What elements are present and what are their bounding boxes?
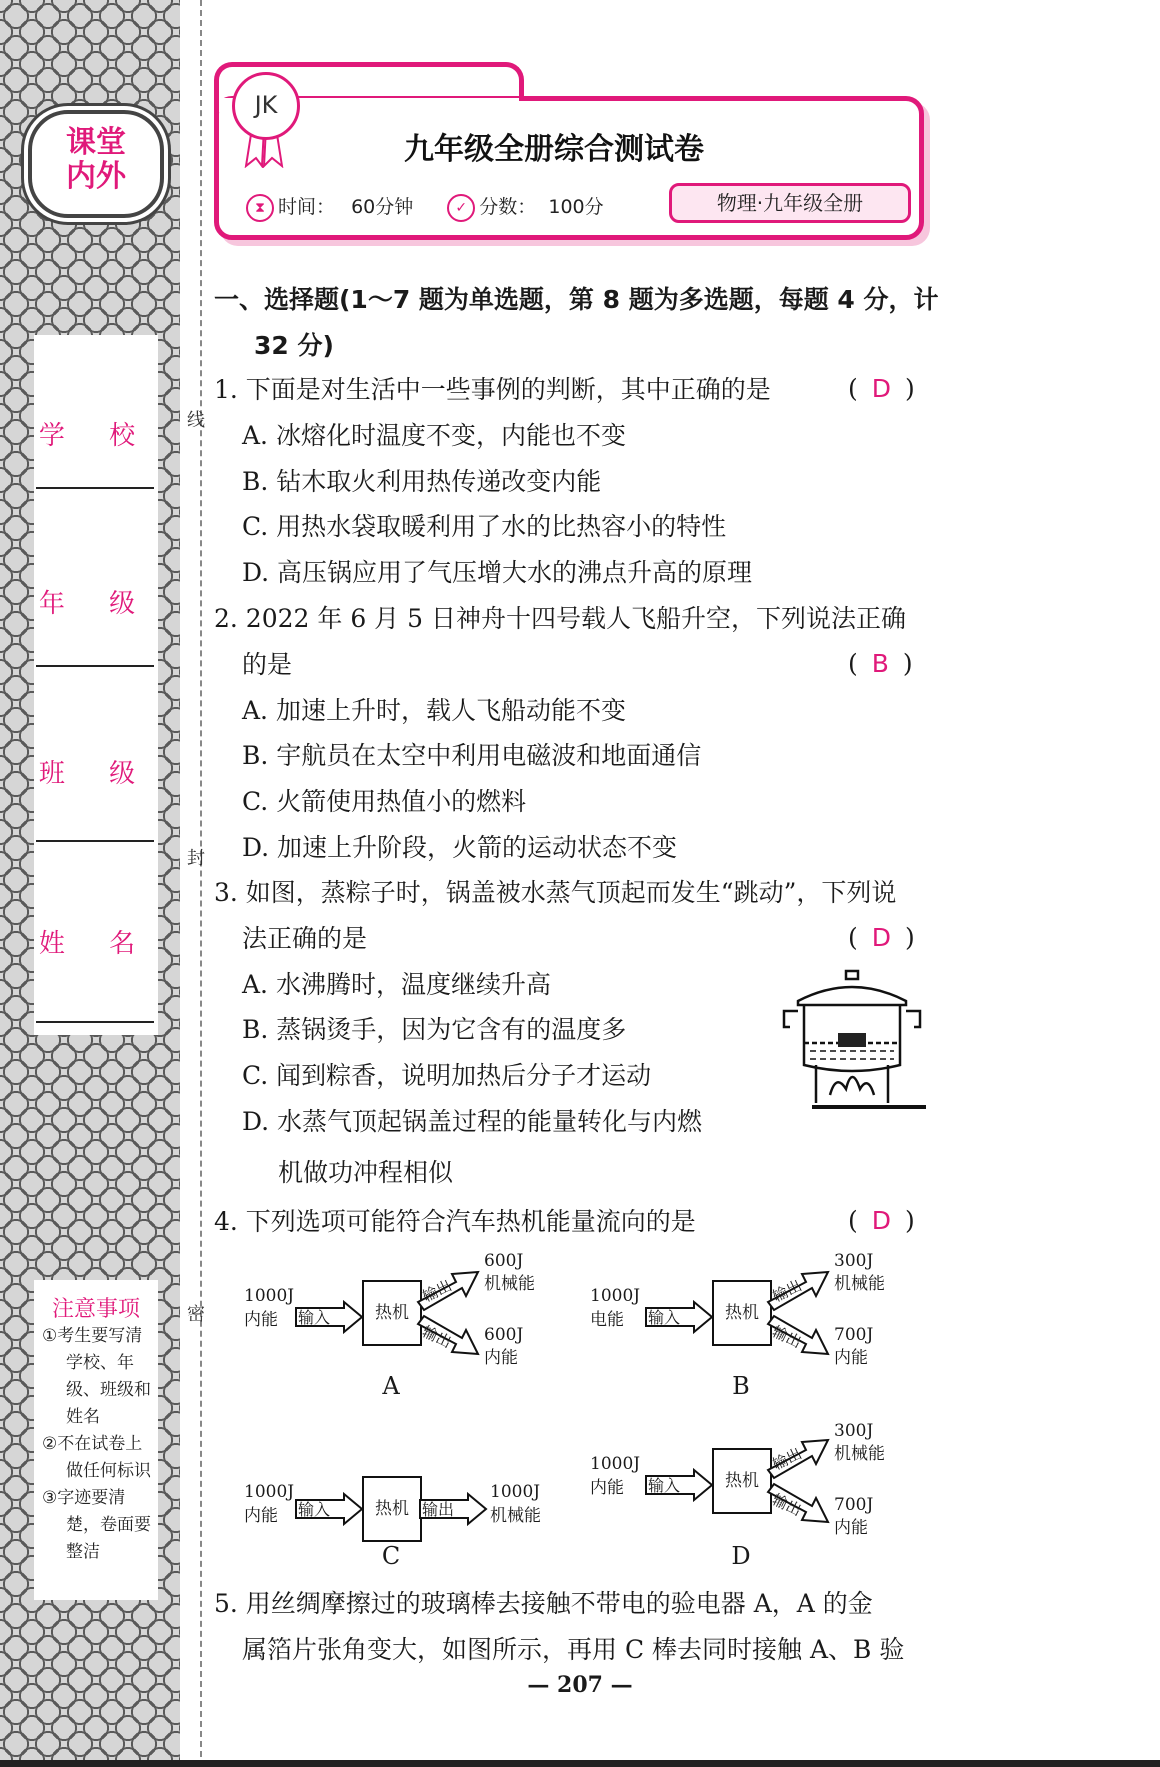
output-value: 1000J [490, 1482, 541, 1502]
field-name-label: 姓 名 [38, 929, 154, 959]
notes-panel [34, 1280, 158, 1600]
input-value: 1000J [244, 1286, 295, 1306]
score-label: 分数： [479, 196, 537, 218]
question-2-answer: ( B ) [848, 649, 913, 678]
option: D. 水蒸气顶起锅盖过程的能量转化与内燃 [242, 1107, 703, 1136]
output-arrow-label: 输出 [769, 1322, 805, 1352]
output-value: 600J [484, 1325, 524, 1345]
output-amount [834, 1250, 885, 1296]
output-arrow-label: 输出 [419, 1322, 455, 1352]
diagram-label: D [731, 1542, 751, 1570]
input-amount [590, 1452, 640, 1500]
input-type: 内能 [244, 1310, 278, 1330]
output-arrows-icon [766, 1258, 830, 1368]
note-item: ②不在试卷上做任何标识 [42, 1434, 151, 1481]
output-amount [490, 1480, 541, 1528]
answer-mark: B [871, 649, 889, 678]
option-cont: 机做功冲程相似 [278, 1158, 454, 1187]
input-type: 内能 [590, 1478, 624, 1498]
input-value: 1000J [244, 1482, 295, 1502]
option: C. 火箭使用热值小的燃料 [242, 787, 527, 816]
subject-tag: 物理·九年级全册 [669, 183, 911, 223]
heat-engine-box: 热机 [712, 1448, 772, 1514]
question-3-stem-cont: 法正确的是 [242, 924, 368, 953]
field-class-label: 班 级 [38, 759, 154, 789]
question-3-stem: 3. 如图，蒸粽子时，锅盖被水蒸气顶起而发生“跳动”，下列说 [214, 878, 897, 907]
option: A. 水沸腾时，温度继续升高 [242, 970, 551, 999]
answer-mark: D [871, 374, 892, 403]
question-2-stem-cont: 的是 [242, 650, 293, 679]
output-value: 300J [834, 1251, 874, 1271]
output-value: 300J [834, 1421, 874, 1441]
question-4-answer: ( D ) [848, 1206, 915, 1235]
output-amount [834, 1324, 873, 1370]
diagram-a [240, 1250, 580, 1400]
binding-line [200, 0, 202, 1767]
output-value: 600J [484, 1251, 524, 1271]
logo-line-1: 课堂 [66, 125, 126, 160]
output-value: 700J [834, 1495, 874, 1515]
exam-header [214, 62, 922, 234]
input-arrow-label: 输入 [298, 1500, 331, 1519]
option: C. 闻到粽香，说明加热后分子才运动 [242, 1061, 652, 1090]
option: D. 高压锅应用了气压增大水的沸点升高的原理 [242, 558, 753, 587]
score-value: 100分 [548, 196, 604, 218]
option: B. 钻木取火利用热传递改变内能 [242, 467, 602, 496]
input-amount [244, 1284, 294, 1332]
heat-engine-box: 热机 [362, 1280, 422, 1346]
output-arrow-label: 输出 [419, 1276, 455, 1306]
field-grade-label: 年 级 [38, 589, 154, 619]
output-type: 机械能 [484, 1274, 535, 1294]
input-type: 内能 [244, 1506, 278, 1526]
brand-logo [28, 110, 164, 218]
input-amount [590, 1284, 640, 1332]
note-item: ①考生要写清学校、年级、班级和姓名 [42, 1326, 151, 1427]
output-arrows-icon [416, 1258, 480, 1368]
output-arrow-label: 输出 [422, 1500, 455, 1519]
hourglass-icon: ⧗ [246, 194, 274, 222]
notes-list [34, 1323, 158, 1566]
diagram-c [240, 1420, 580, 1570]
option: B. 蒸锅烫手，因为它含有的温度多 [242, 1015, 627, 1044]
question-3-answer: ( D ) [848, 923, 915, 952]
binding-mark: 密 [187, 1304, 205, 1325]
diagram-b [590, 1250, 930, 1400]
option: B. 宇航员在太空中利用电磁波和地面通信 [242, 741, 702, 770]
answer-mark: D [871, 1206, 892, 1235]
notes-title: 注意事项 [51, 1297, 140, 1322]
diagram-d [590, 1420, 930, 1570]
page-title: 九年级全册综合测试卷 [404, 132, 704, 167]
exam-meta [246, 192, 604, 222]
output-type: 内能 [834, 1518, 868, 1538]
section-title: 一、选择题(1～7 题为单选题，第 8 题为多选题，每题 4 分，计 [214, 285, 939, 314]
input-type: 电能 [590, 1310, 624, 1330]
question-1-stem: 1. 下面是对生活中一些事例的判断，其中正确的是 [214, 375, 771, 404]
check-icon: ✓ [447, 194, 475, 222]
note-item: ③字迹要清楚，卷面要整洁 [42, 1488, 151, 1562]
output-amount [834, 1420, 885, 1466]
output-amount [484, 1324, 523, 1370]
answer-mark: D [871, 923, 892, 952]
field-school-line[interactable] [36, 487, 154, 489]
option: A. 加速上升时，载人飞船动能不变 [242, 696, 626, 725]
badge-jk: JK [232, 72, 300, 140]
field-class-line[interactable] [36, 840, 154, 842]
logo-line-2: 内外 [66, 159, 126, 194]
output-type: 机械能 [490, 1506, 541, 1526]
output-type: 机械能 [834, 1444, 885, 1464]
question-2-stem: 2. 2022 年 6 月 5 日神舟十四号载人飞船升空，下列说法正确 [214, 604, 906, 633]
input-arrow-label: 输入 [648, 1308, 681, 1327]
question-5-stem-cont: 属箔片张角变大，如图所示，再用 C 棒去同时接触 A、B 验 [242, 1635, 905, 1664]
option: D. 加速上升阶段，火箭的运动状态不变 [242, 833, 678, 862]
output-arrow-label: 输出 [769, 1490, 805, 1520]
bottom-bar [0, 1760, 1160, 1767]
field-grade-line[interactable] [36, 665, 154, 667]
question-4-stem: 4. 下列选项可能符合汽车热机能量流向的是 [214, 1207, 696, 1236]
input-value: 1000J [590, 1286, 641, 1306]
output-amount [484, 1250, 535, 1296]
question-1-answer: ( D ) [848, 374, 915, 403]
option: C. 用热水袋取暖利用了水的比热容小的特性 [242, 512, 727, 541]
diagram-label: B [732, 1372, 750, 1400]
diagram-label: A [382, 1372, 400, 1400]
output-value: 700J [834, 1325, 874, 1345]
binding-mark: 线 [187, 410, 205, 431]
heat-engine-box: 热机 [362, 1476, 422, 1542]
field-name-line[interactable] [36, 1021, 154, 1023]
student-info-panel [34, 335, 158, 1035]
time-value: 60分钟 [351, 196, 414, 218]
input-arrow-label: 输入 [648, 1476, 681, 1495]
section-title-cont: 32 分) [254, 331, 334, 360]
input-arrow-label: 输入 [298, 1308, 331, 1327]
time-label: 时间： [278, 196, 336, 218]
output-type: 内能 [834, 1348, 868, 1368]
output-type: 内能 [484, 1348, 518, 1368]
input-amount [244, 1480, 294, 1528]
page-number: — 207 — [527, 1672, 633, 1698]
binding-mark: 封 [187, 848, 205, 869]
steamer-pot-illustration [776, 965, 932, 1120]
question-5-stem: 5. 用丝绸摩擦过的玻璃棒去接触不带电的验电器 A，A 的金 [214, 1589, 873, 1618]
output-arrows-icon [766, 1426, 830, 1536]
diagram-label: C [381, 1542, 401, 1570]
option: A. 冰熔化时温度不变，内能也不变 [242, 421, 626, 450]
output-amount [834, 1494, 873, 1540]
output-arrow-label: 输出 [769, 1444, 805, 1474]
heat-engine-box: 热机 [712, 1280, 772, 1346]
output-arrow-label: 输出 [769, 1276, 805, 1306]
input-value: 1000J [590, 1454, 641, 1474]
field-school-label: 学 校 [38, 421, 154, 451]
output-type: 机械能 [834, 1274, 885, 1294]
